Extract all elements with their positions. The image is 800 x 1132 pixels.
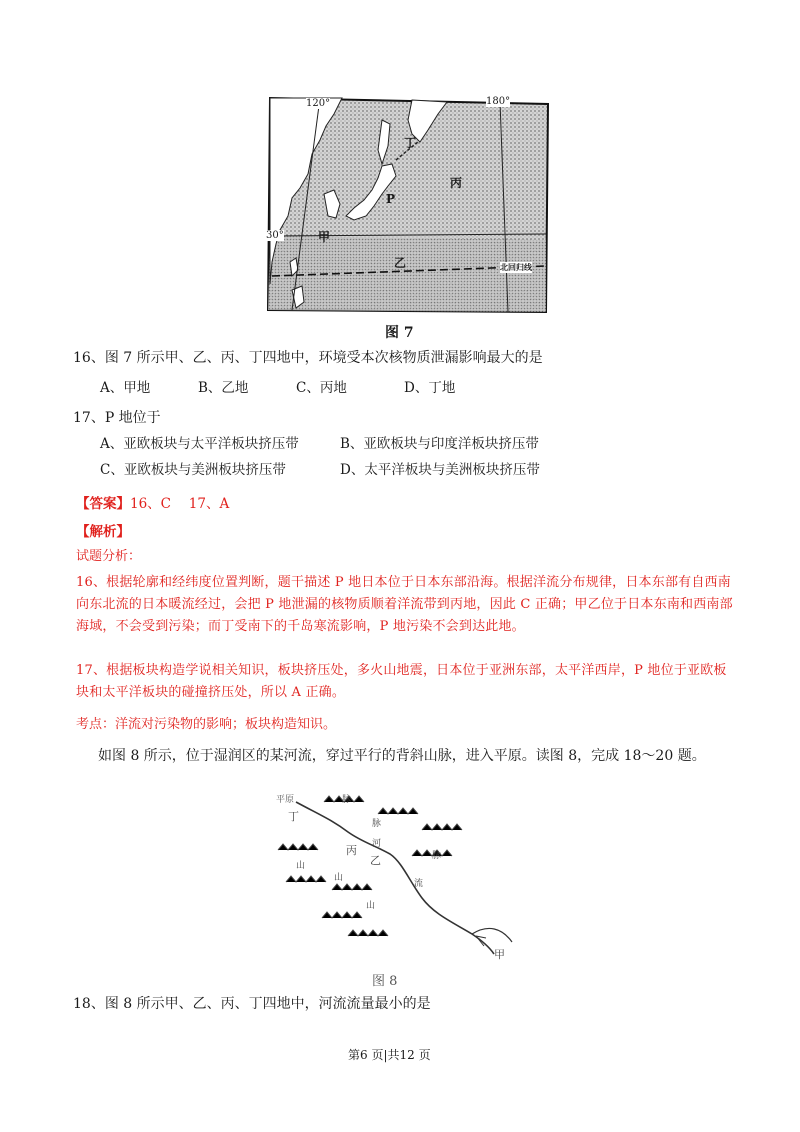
river-svg (262, 786, 522, 966)
label-yi: 乙 (394, 256, 407, 270)
figure-7-map (262, 94, 552, 318)
label-mai-1: 脉 (342, 795, 352, 805)
figure-8-intro: 如图 8 所示，位于湿润区的某河流，穿过平行的背斜山脉，进入平原。读图 8，完成 18～20 题。 (98, 748, 706, 764)
q16-option-c: C、丙地 (296, 380, 347, 396)
lat-30-label: 30° (266, 230, 284, 241)
q17-option-b: B、亚欧板块与印度洋板块挤压带 (340, 436, 539, 452)
figure-8-caption: 图 8 (372, 974, 398, 989)
label-he: 河 (372, 839, 382, 849)
answer-tag: 【答案】 (76, 496, 130, 512)
label-shan-3: 山 (366, 901, 376, 911)
q16-option-b: B、乙地 (198, 380, 249, 396)
label-mai-3: 脉 (432, 851, 442, 861)
figure-7-caption: 图 7 (385, 325, 414, 341)
label-mai-2: 脉 (372, 819, 382, 829)
figure-8-diagram (262, 786, 522, 966)
label-pingyuan: 平原 (276, 795, 295, 805)
question-16-stem: 16、图 7 所示甲、乙、丙、丁四地中，环境受本次核物质泄漏影响最大的是 (73, 350, 543, 366)
label-ding: 丁 (404, 136, 417, 150)
lon-180-label: 180° (486, 96, 511, 107)
page-footer: 第6 页|共12 页 (348, 1048, 431, 1062)
lon-120-label: 120° (306, 98, 331, 109)
label-jia-8: 甲 (494, 948, 505, 961)
label-jia: 甲 (318, 230, 331, 244)
question-18-stem: 18、图 8 所示甲、乙、丙、丁四地中，河流流量最小的是 (73, 996, 431, 1012)
question-17-stem: 17、P 地位于 (73, 410, 161, 426)
label-p: P (386, 192, 396, 206)
analysis-tag: 【解析】 (76, 524, 130, 540)
label-bing-8: 丙 (346, 844, 357, 857)
label-ding-8: 丁 (288, 810, 299, 823)
analysis-q17: 17、根据板块构造学说相关知识，板块挤压处，多火山地震，日本位于亚洲东部，太平洋西岸，P 地位于亚欧板块和太平洋板块的碰撞挤压处，所以 A 正确。 (76, 663, 727, 700)
q17-option-a: A、亚欧板块与太平洋板块挤压带 (100, 436, 299, 452)
tropic-label: 北回归线 (500, 262, 532, 272)
answer-text: 16、C 17、A (130, 496, 230, 512)
analysis-kaodian: 考点：洋流对污染物的影响；板块构造知识。 (76, 717, 337, 732)
label-bing: 丙 (450, 176, 463, 190)
q17-option-d: D、太平洋板块与美洲板块挤压带 (340, 462, 540, 478)
label-liu: 流 (414, 879, 424, 889)
analysis-q16: 16、根据轮廓和经纬度位置判断，题干描述 P 地日本位于日本东部沿海。根据洋流分布规律，日本东部有自西南向东北流的日本暖流经过，会把 P 地泄漏的核物质顺着洋流带到丙地，因此 C 正确；甲乙位于日本东南和西南部海域，不会受到污染；而丁受南下的千岛寒流影响，P 地污染不会到达此地。 (76, 575, 733, 634)
q17-option-c: C、亚欧板块与美洲板块挤压带 (100, 462, 286, 478)
analysis-heading: 试题分析： (76, 549, 142, 564)
label-yi-8: 乙 (370, 854, 381, 867)
label-shan-2: 山 (334, 873, 344, 883)
map-svg (262, 94, 552, 318)
q16-option-d: D、丁地 (404, 380, 456, 396)
q16-option-a: A、甲地 (100, 380, 151, 396)
answer-line (76, 492, 229, 512)
label-shan-1: 山 (296, 861, 306, 871)
